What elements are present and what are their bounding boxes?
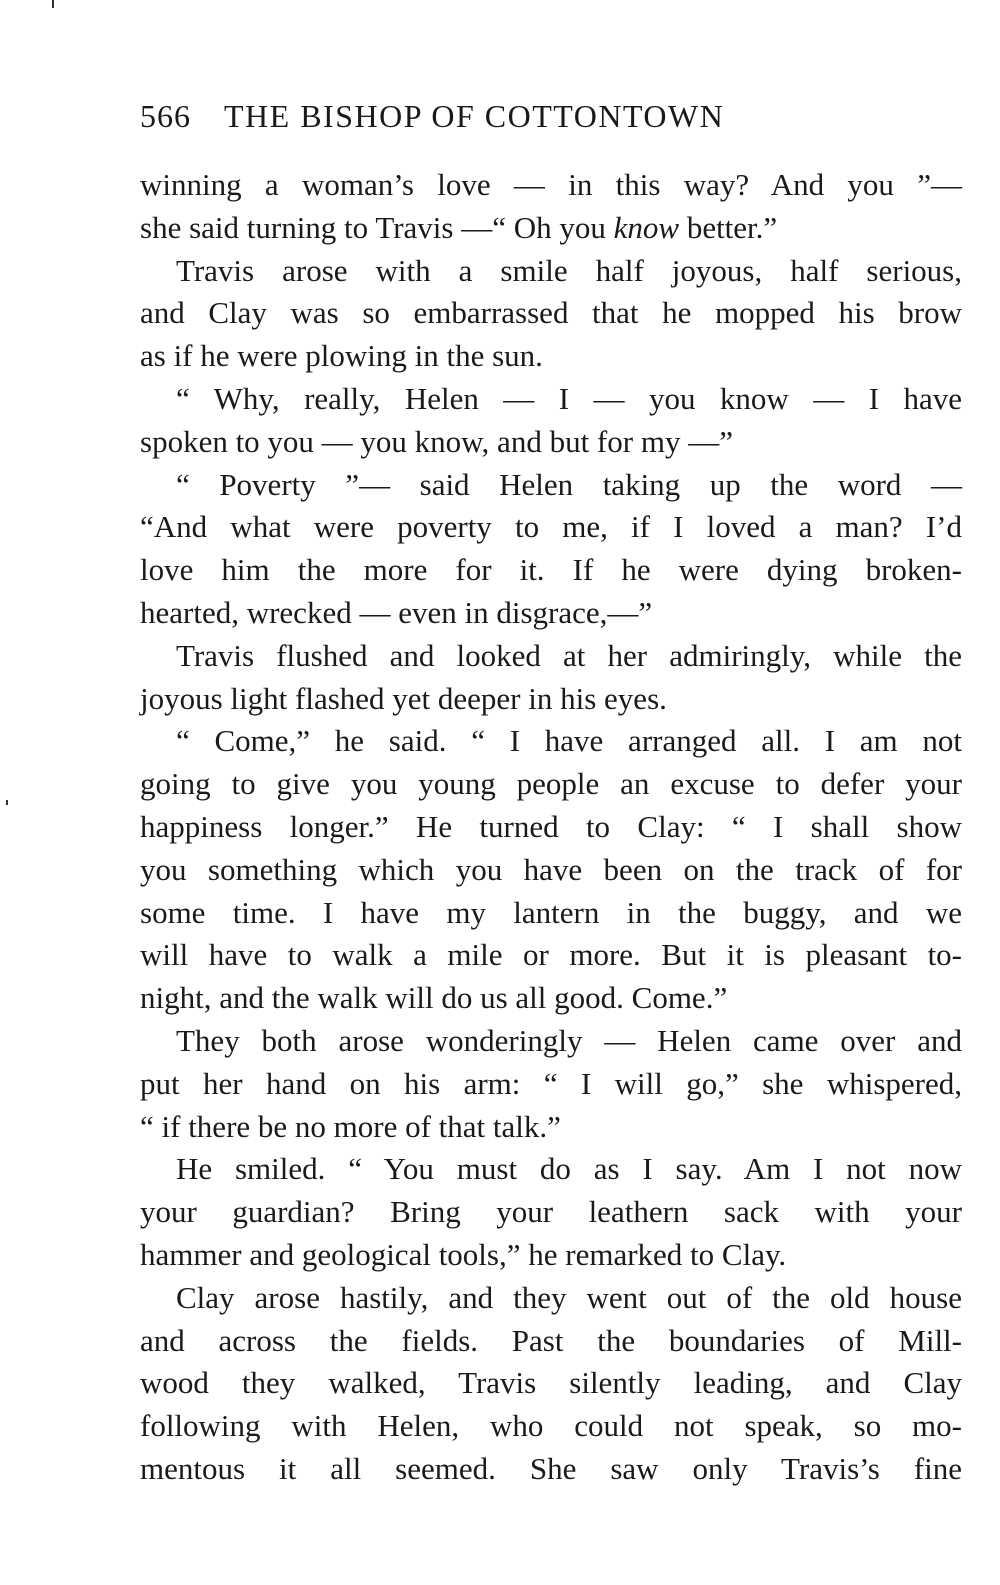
text-line bbox=[140, 506, 962, 549]
text-line-content: “ if there be no more of that talk.” bbox=[140, 1108, 561, 1144]
text-line-content: spoken to you — you know, and but for my —” bbox=[140, 423, 733, 459]
text-line bbox=[140, 421, 962, 464]
text-line bbox=[140, 164, 962, 207]
text-line-content: night, and the walk will do us all good. Come.” bbox=[140, 980, 728, 1016]
text-line-content: “ Poverty ”— said Helen taking up the word — bbox=[176, 466, 962, 502]
text-line-content: Clay arose hastily, and they went out of the old house bbox=[176, 1279, 962, 1315]
text-line bbox=[140, 1106, 962, 1149]
text-line-content: put her hand on his arm: “ I will go,” she whispered, bbox=[140, 1065, 962, 1101]
text-line bbox=[140, 1362, 962, 1405]
text-line bbox=[140, 892, 962, 935]
running-title: THE BISHOP OF COTTONTOWN bbox=[224, 98, 725, 134]
text-line-content: wood they walked, Travis silently leading, and Clay bbox=[140, 1365, 962, 1401]
text-line-content: He smiled. “ You must do as I say. Am I not now bbox=[176, 1151, 962, 1187]
text-line-content: mentous it all seemed. She saw only Travis’s fine bbox=[140, 1450, 962, 1486]
text-line bbox=[140, 763, 962, 806]
text-line-content: will have to walk a mile or more. But it is pleasant to- bbox=[140, 937, 962, 973]
text-line-content: “ Come,” he said. “ I have arranged all. I am not bbox=[176, 723, 962, 759]
text-line bbox=[140, 806, 962, 849]
text-line-content: she said turning to Travis —“ Oh you bbox=[140, 209, 614, 245]
text-line-content: winning a woman’s love — in this way? And you ”— bbox=[140, 167, 962, 202]
text-line bbox=[140, 292, 962, 335]
text-line bbox=[140, 678, 962, 721]
text-line-content: Travis flushed and looked at her admiringly, while the bbox=[176, 637, 962, 673]
text-line-content: “And what were poverty to me, if I loved a man? I’d bbox=[140, 509, 962, 545]
text-line-content: “ Why, really, Helen — I — you know — I have bbox=[176, 380, 962, 416]
body-text bbox=[140, 164, 962, 1491]
text-line bbox=[140, 378, 962, 421]
text-line-content-after: better.” bbox=[679, 209, 778, 245]
text-line bbox=[140, 549, 962, 592]
text-line bbox=[140, 335, 962, 378]
text-line bbox=[140, 1320, 962, 1363]
page-header bbox=[140, 98, 840, 142]
text-line-content: as if he were plowing in the sun. bbox=[140, 338, 543, 374]
text-line-content: your guardian? Bring your leathern sack with your bbox=[140, 1194, 962, 1230]
text-line-content: and Clay was so embarrassed that he mopped his brow bbox=[140, 295, 962, 331]
scan-speck-top bbox=[52, 0, 54, 8]
text-line-content: Travis arose with a smile half joyous, half serious, bbox=[176, 252, 962, 288]
text-line-content: They both arose wonderingly — Helen came over and bbox=[176, 1022, 962, 1058]
text-line bbox=[140, 934, 962, 977]
text-line-content: going to give you young people an excuse to defer your bbox=[140, 766, 962, 802]
text-line-content: you something which you have been on the track of for bbox=[140, 851, 962, 887]
text-line-content: following with Helen, who could not speak, so mo- bbox=[140, 1408, 962, 1444]
text-line-content: joyous light flashed yet deeper in his eyes. bbox=[140, 680, 667, 716]
text-line-content: hearted, wrecked — even in disgrace,—” bbox=[140, 594, 653, 630]
text-line bbox=[140, 849, 962, 892]
text-line-content: some time. I have my lantern in the buggy, and we bbox=[140, 894, 962, 930]
text-line-content: happiness longer.” He turned to Clay: “ I shall show bbox=[140, 808, 962, 844]
page-number: 566 bbox=[140, 98, 191, 134]
text-line-content: hammer and geological tools,” he remarked to Clay. bbox=[140, 1236, 787, 1272]
emphasized-word: know bbox=[613, 209, 680, 245]
text-line bbox=[140, 1277, 962, 1320]
text-line bbox=[140, 464, 962, 507]
text-line bbox=[140, 207, 962, 250]
text-line bbox=[140, 977, 962, 1020]
text-line bbox=[140, 592, 962, 635]
text-line bbox=[140, 1148, 962, 1191]
text-line bbox=[140, 1448, 962, 1491]
text-line bbox=[140, 720, 962, 763]
text-line bbox=[140, 250, 962, 293]
text-line bbox=[140, 1234, 962, 1277]
scan-speck-left bbox=[6, 800, 8, 805]
text-line bbox=[140, 1020, 962, 1063]
text-line-content: and across the fields. Past the boundaries of Mill- bbox=[140, 1322, 962, 1358]
text-line bbox=[140, 1405, 962, 1448]
text-line bbox=[140, 1063, 962, 1106]
text-line-content: love him the more for it. If he were dying broken- bbox=[140, 552, 962, 588]
text-line bbox=[140, 1191, 962, 1234]
text-line bbox=[140, 635, 962, 678]
